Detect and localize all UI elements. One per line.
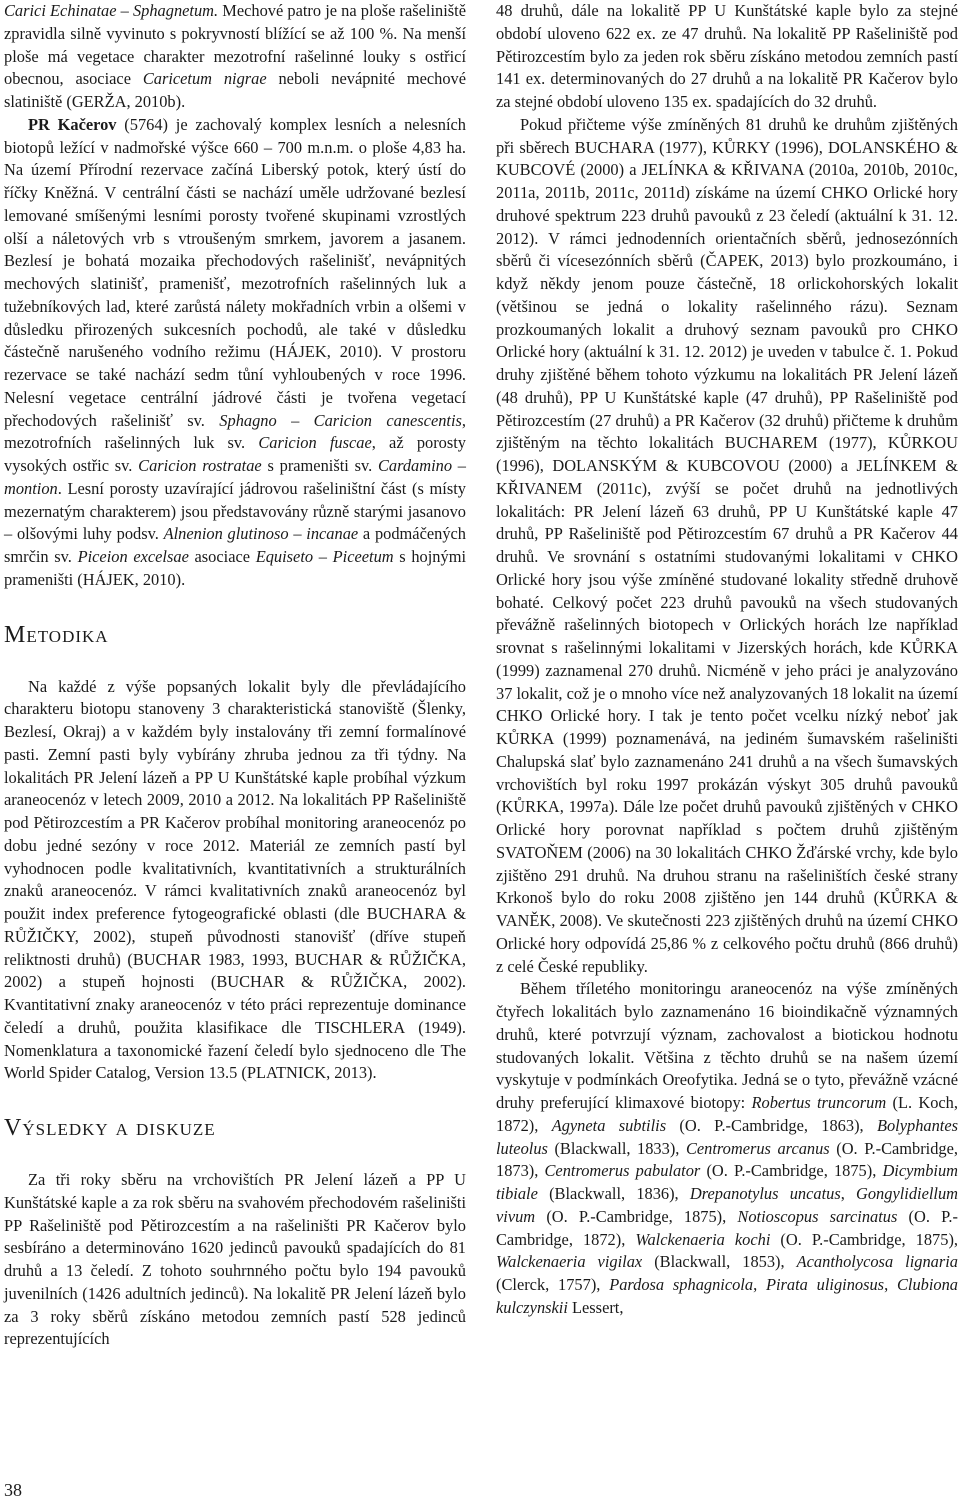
paragraph xyxy=(4,676,466,1086)
italic-run: Gongylidiellum vivum xyxy=(496,1184,958,1226)
italic-run: Cardamino – montion xyxy=(4,456,466,498)
italic-run: Sphagno – Caricion canescentis xyxy=(219,410,462,430)
paragraph xyxy=(4,0,466,114)
paragraph xyxy=(4,114,466,592)
italic-run: Alnenion glutinoso – incanae xyxy=(163,524,359,544)
italic-run: Bolyphantes luteolus xyxy=(496,1115,958,1158)
italic-run: Walckenaeria kochi xyxy=(635,1229,771,1249)
text-run: s prameništi sv. xyxy=(261,456,378,475)
paragraph xyxy=(496,114,958,979)
italic-run: Caricion rostratae xyxy=(138,456,262,475)
italic-run: Centromerus arcanus xyxy=(685,1138,830,1158)
text-run: (O. P.-Cambridge, 1875), xyxy=(700,1161,883,1181)
text-run: , xyxy=(753,1275,766,1294)
italic-run: Equiseto – Piceetum xyxy=(255,547,394,566)
text-run: (O. P.-Cambridge, 1875), xyxy=(535,1206,738,1226)
italic-run: Centromerus pabulator xyxy=(544,1161,701,1181)
italic-run: Clubiona kulczynskii xyxy=(496,1275,958,1317)
text-run: 48 druhů, dále na lokalitě PP U Kunštátské kaple bylo za stejné období uloveno 622 ex. ze 47 druhů. Na lokalitě PP Rašeliniště pod Pětirozcestím bylo za jeden rok sběru získáno metodou zemních pastí 141 ex. determinovaných do 27 druhů a na lokalitě PR Kačerov bylo za stejné období uloveno 135 ex. spadajících do 32 druhů. xyxy=(496,1,958,111)
text-run: , mezotrofních rašelinných luk sv. xyxy=(4,410,467,453)
italic-run: Piceion excelsae xyxy=(77,547,189,566)
text-run: (Blackwall, 1836), xyxy=(537,1184,690,1203)
text-run: . Lesní porosty uzavírající jádrovou rašeliništní část (s místy mezernatým charakterem) jsou představovány různě starými jasanovo – olšovými luhy podsv. xyxy=(4,478,466,544)
text-run: , až porosty vysokých ostřic sv. xyxy=(4,433,466,475)
text-run: , xyxy=(840,1184,857,1203)
text-run: (O. P.-Cambridge, 1863), xyxy=(666,1115,877,1135)
text-run: (O. P.-Cambridge, 1872), xyxy=(496,1206,958,1249)
italic-run: Walckenaeria vigilax xyxy=(496,1252,643,1272)
right-column xyxy=(496,0,958,1320)
text-run: (Blackwall, 1853), xyxy=(642,1252,797,1272)
italic-run: Acantholycosa lignaria xyxy=(796,1252,958,1272)
text-run: asociace xyxy=(188,547,256,566)
paragraph xyxy=(4,1169,466,1351)
text-run: (Clerck, 1757), xyxy=(496,1275,610,1294)
italic-run: Pardosa sphagnicola xyxy=(609,1275,754,1294)
text-run: Na každé z výše popsaných lokalit byly dle převládajícího charakteru biotopu stanoveny 3 charakteristická stanoviště (Šlenky, Bezlesí, Okraj) a v každém byly instalovány tři zemní formalínové pasti. Zemní pasti byly vybírány zhruba jednou za tři týdny. Na lokalitách PR Jelení lázeň a PP U Kunštátské kaple probíhal výzkum araneocenóz v letech 2009, 2010 a 2012. Na lokalitách PP Rašeliniště pod Pětirozcestím a PR Kačerov probíhal monitoring araneocenóz po dobu jedné sezóny v roce 2012. Materiál ze zemních pastí byl vyhodnocen podle kvalitativních, kvantitativních a strukturálních znaků araneocenóz. V rámci kvalitativních znaků araneocenóz byl použit index preference fytogeografické oblasti (dle BUCHARA & RŮŽIČKY, 2002), stupeň původnosti stanovišť (dříve stupeň reliktnosti druhů) (BUCHAR 1983, 1993, BUCHAR & RŮŽIČKA, 2002) a stupeň hojnosti (BUCHAR & RŮŽIČKA, 2002). Kvantitativní znaky araneocenóz v této práci reprezentuje dominance čeledí a druhů, použita klasifikace dle TISCHLERA (1949). Nomenklatura a taxonomické řazení čeledí bylo sjednoceno dle The World Spider Catalog, Version 13.5 (PLATNICK, 2013). xyxy=(4,676,466,1083)
italic-run: Caricetum nigrae xyxy=(142,69,267,89)
italic-run: Caricion fuscae xyxy=(258,433,372,453)
italic-run: Robertus truncorum xyxy=(751,1093,887,1112)
text-run: Pokud přičteme výše zmíněných 81 druhů ke druhům zjištěných při sběrech BUCHARA (1977), KŮRKY (1996), DOLANSKÉHO & KUBCOVÉ (2000) a JELÍNKA & KŘIVANA (2010a, 2010b, 2010c, 2011a, 2011b, 2011c, 2011d) získáme na území CHKO Orlické hory druhové spektrum 223 druhů pavouků z 23 čeledí (aktuální k 31. 12. 2012). V rámci jednodenních orientačních sběrů, jednosezónních sběrů či vícesezónních sběrů (ČAPEK, 2013) bylo prozkoumáno, i když někdy jenom pouze částečně, 18 orlickohorských lokalit (většinou se jedná o lokality rašelinného rázu). Seznam prozkoumaných lokalit a druhový seznam pavouků pro CHKO Orlické hory (aktuální k 31. 12. 2012) je uveden v tabulce č. 1. Pokud druhy zjištěné během tohoto výzkumu na lokalitách PR Jelení lázeň (48 druhů), PP U Kunštátské kaple (47 druhů), PP Rašeliniště pod Pětirozcestím (27 druhů) a PR Kačerov (32 druhů) přičteme k druhům zjištěným na těchto lokalitách BUCHAREM (1977), KŮRKOU (1996), DOLANSKÝM & KUBCOVOU (2000) a JELÍNKEM & KŘIVANEM (2011c), zvýší se počet druhů na jednotlivých lokalitách: PR Jelení lázeň 63 druhů, PP U Kunštátské kaple 47 druhů, PP Rašeliniště pod Pětirozcestím 67 druhů a PR Kačerov 44 druhů. Ve srovnání s ostatními studovanými lokalitami v CHKO Orlické hory jsou výše zmíněné studované lokality středně druhově bohaté. Celkový počet 223 druhů pavouků na všech studovaných převážně rašelinných biotopech v Orlických horách lze například srovnat s rašelinnými lokalitami v Jizerských horách, kde KŮRKA (1999) zaznamenal 270 druhů. Nicméně v jeho práci je analyzováno 37 lokalit, což je o mnoho více než analyzovaných 18 lokalit na území CHKO Orlické hory. I tak je tento počet vcelku nízký neboť jak KŮRKA (1999) poznamenává, na jediném šumavském rašeliništi Chalupská slať bylo zaznamenáno 241 druhů a na všech šumavských vrchovištích byl roku 1997 prokázán výskyt 305 druhů pavouků (KŮRKA, 1997a). Dále lze počet druhů pavouků zjištěných v CHKO Orlické hory porovnat například s počtem druhů zjištěným SVATOŇEM (2006) na 30 lokalitách CHKO Žďárské vrchy, kde bylo zjištěno 291 druhů. Na druhou stranu na rašeliništích české strany Krkonoš bylo do roku 2008 zjištěno jen 144 druhů (KŮRKA & VANĚK, 2008). Ve skutečnosti 223 zjištěných druhů na území CHKO Orlické hory odpovídá 25,86 % z celkového počtu druhů (866 druhů) z celé České republiky. xyxy=(496,114,958,976)
text-run: (5764) je zachovalý komplex lesních a nelesních biotopů ležící v nadmořské výšce 660 – 700 m.n.m. o ploše 4,83 ha. Na území Přírodní rezervace začíná Liberský potok, který ústí do říčky Kněžná. V centrální části se nachází uměle udržované bezlesí lemované smíšenými lesními porosty tvořené skupinami vzrostlých olší a náletových vrb s vtroušeným smrkem, javorem a jasanem. Bezlesí je bohatá mozaika přechodových rašelinišť, nevápnitých mechových slatinišť, pramenišť, mezotrofních rašelinných luk a tužebníkových lad, které zarůstá nálety mokřadních vrbin a olšemi v důsledku přirozených sukcesních pochodů, ale také v důsledku částečně narušeného vodního režimu (HÁJEK, 2010). V prostoru rezervace se také nachází sedm tůní vyhloubených v roce 1996. Nelesní vegetace centrální jádrové části je tvořena vegetací přechodových rašelinišť sv. xyxy=(4,114,466,430)
italic-run: Carici Echinatae – Sphagnetum. xyxy=(4,1,219,20)
text-run: (O. P.-Cambridge, 1873), xyxy=(496,1138,958,1181)
text-run: a podmáčených smrčin sv. xyxy=(4,524,466,566)
bold-run: PR Kačerov xyxy=(28,114,117,134)
text-run: Mechové patro je na ploše rašeliniště zpravidla silně vyvinuto s pokryvností blížící se až 100 %. Na menší ploše má vegetace charakter mezotrofní rašelinné louky s ostřicí obecnou, asociace xyxy=(4,1,466,89)
paragraph xyxy=(496,0,958,114)
text-run: , xyxy=(884,1275,897,1294)
text-run: Lessert, xyxy=(567,1297,624,1317)
italic-run: Agyneta subtilis xyxy=(551,1115,667,1135)
text-run: (Blackwall, 1833), xyxy=(547,1138,686,1158)
text-run: s hojnými prameništi (HÁJEK, 2010). xyxy=(4,547,467,589)
text-run: neboli nevápnité mechové slatiniště (GERŽA, 2010b). xyxy=(4,69,466,111)
text-run: (L. Koch, 1872), xyxy=(496,1093,958,1135)
text-run: Za tři roky sběru na vrchovištích PR Jelení lázeň a PP U Kunštátské kaple a za rok sběru na svahovém přechodovém rašeliništi PP Rašeliniště pod Pětirozcestím a na rašeliništi PR Kačerov bylo sesbíráno a determinováno 1620 jedinců pavouků spadajících do 81 druhů a 13 čeledí. Z tohoto souhrnného počtu bylo 194 pavouků juvenilních (1426 adultních jedinců). Na lokalitě PR Jelení lázeň bylo za 3 roky sběrů získáno metodou zemních pastí 528 jedinců reprezentujících xyxy=(4,1170,466,1349)
italic-run: Dicymbium tibiale xyxy=(496,1161,959,1203)
italic-run: Drepanotylus uncatus xyxy=(689,1184,841,1203)
italic-run: Notioscopus sarcinatus xyxy=(737,1206,898,1226)
italic-run: Pirata uliginosus xyxy=(765,1275,885,1294)
paragraph xyxy=(496,978,958,1319)
page-number: 38 xyxy=(4,1480,22,1500)
text-run: Během tříletého monitoringu araneocenóz na výše zmíněných čtyřech lokalitách bylo zaznamenáno 16 bioindikačně významných druhů, které potvrzují význam, zachovalost a biotickou hodnotu studovaných lokalit. Většina z těchto druhů se na našem území vyskytuje v podmínkách Oreofytika. Jedná se o tyto, převážně vzácné druhy preferující klimaxové biotopy: xyxy=(496,979,958,1112)
text-run: (O. P.-Cambridge, 1875), xyxy=(770,1229,958,1249)
left-column xyxy=(4,0,466,1351)
section-heading-metodika: Metodika xyxy=(4,621,109,648)
section-heading-vysledky: Výsledky a diskuze xyxy=(4,1115,216,1141)
